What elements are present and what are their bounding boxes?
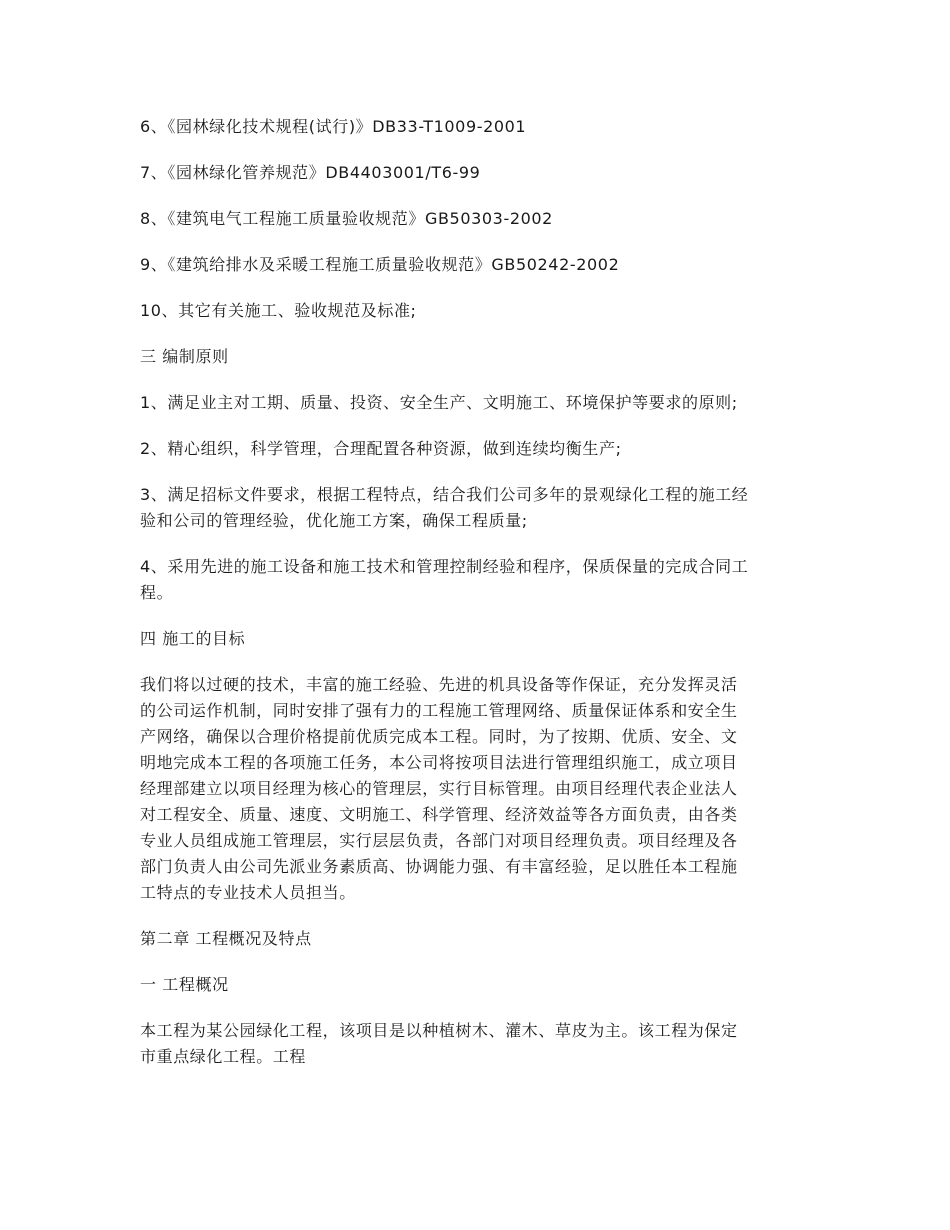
list-item-6: 6、《园林绿化技术规程(试行)》DB33-T1009-2001 [140,117,527,136]
goal-line-7: 专业人员组成施工管理层，实行层层负责，各部门对项目经理负责。项目经理及各 [140,831,738,850]
goal-paragraph [140,672,812,906]
overview-paragraph [140,1018,812,1070]
overview-line-2: 市重点绿化工程。工程 [140,1047,307,1066]
list-item-7: 7、《园林绿化管养规范》DB4403001/T6-99 [140,163,481,182]
goal-line-6: 对工程安全、质量、速度、文明施工、科学管理、经济效益等各方面负责，由各类 [140,805,738,824]
section-heading-3: 三 编制原则 [140,347,229,366]
goal-line-3: 产网络，确保以合理价格提前优质完成本工程。同时，为了按期、优质、安全、文 [140,727,738,746]
document-page [140,114,812,1070]
principle-2: 2、精心组织，科学管理，合理配置各种资源，做到连续均衡生产; [140,439,622,458]
principle-4-line-2: 程。 [140,583,174,602]
list-item-10: 10、其它有关施工、验收规范及标准; [140,301,417,320]
principle-1: 1、满足业主对工期、质量、投资、安全生产、文明施工、环境保护等要求的原则; [140,393,738,412]
list-item-8: 8、《建筑电气工程施工质量验收规范》GB50303-2002 [140,209,553,228]
principle-4-line-1: 4、采用先进的施工设备和施工技术和管理控制经验和程序，保质保量的完成合同工 [140,557,749,576]
goal-line-9: 工特点的专业技术人员担当。 [140,883,356,902]
chapter-heading-2: 第二章 工程概况及特点 [140,929,312,948]
principle-3-line-1: 3、满足招标文件要求，根据工程特点，结合我们公司多年的景观绿化工程的施工经 [140,485,749,504]
goal-line-1: 我们将以过硬的技术，丰富的施工经验、先进的机具设备等作保证，充分发挥灵活 [140,675,738,694]
principle-4 [140,554,812,606]
goal-line-8: 部门负责人由公司先派业务素质高、协调能力强、有丰富经验，足以胜任本工程施 [140,857,738,876]
section-heading-overview: 一 工程概况 [140,975,229,994]
list-item-9: 9、《建筑给排水及采暖工程施工质量验收规范》GB50242-2002 [140,255,620,274]
principle-3 [140,482,812,534]
overview-line-1: 本工程为某公园绿化工程，该项目是以种植树木、灌木、草皮为主。该工程为保定 [140,1021,738,1040]
principle-3-line-2: 验和公司的管理经验，优化施工方案，确保工程质量; [140,511,528,530]
section-heading-4: 四 施工的目标 [140,629,246,648]
goal-line-5: 经理部建立以项目经理为核心的管理层，实行目标管理。由项目经理代表企业法人 [140,779,738,798]
goal-line-2: 的公司运作机制，同时安排了强有力的工程施工管理网络、质量保证体系和安全生 [140,701,738,720]
goal-line-4: 明地完成本工程的各项施工任务，本公司将按项目法进行管理组织施工，成立项目 [140,753,738,772]
